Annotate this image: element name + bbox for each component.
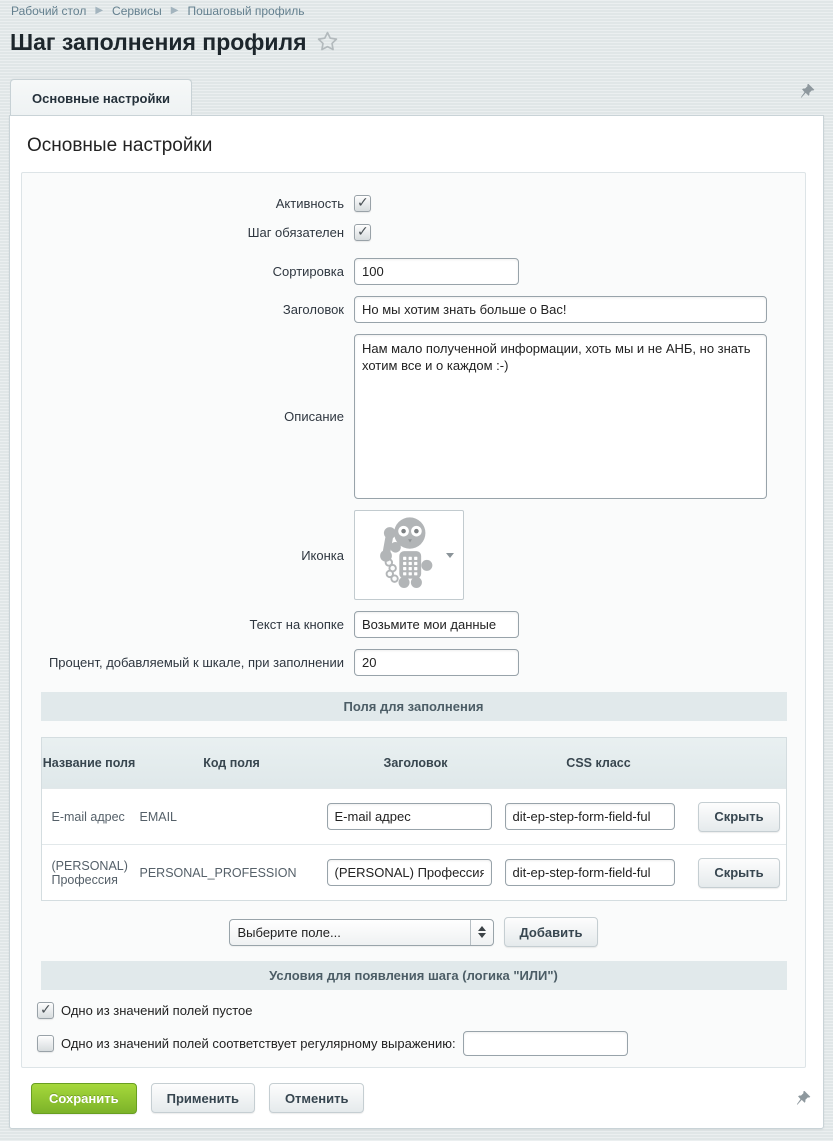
activity-checkbox[interactable] (354, 195, 371, 212)
step-required-checkbox[interactable] (354, 224, 371, 241)
column-header-name: Название поля (42, 756, 136, 770)
condition-regex-row (37, 1031, 805, 1056)
breadcrumb-link-step-profile[interactable]: Пошаговый профиль (187, 4, 305, 18)
table-row-email (42, 788, 786, 844)
save-button[interactable]: Сохранить (31, 1083, 137, 1114)
field-code-cell: PERSONAL_PROFESSION (139, 865, 297, 880)
field-select-value: Выберите поле... (237, 924, 341, 940)
sort-label: Сортировка (272, 264, 344, 279)
add-field-button[interactable]: Добавить (504, 917, 599, 947)
title-label: Заголовок (282, 302, 344, 317)
content-panel (9, 115, 824, 1129)
breadcrumb-link-services[interactable]: Сервисы (112, 4, 162, 18)
chevron-down-icon (446, 553, 454, 558)
percent-label: Процент, добавляемый к шкале, при заполнении (48, 655, 344, 670)
regex-label: Одно из значений полей соответствует регулярному выражению: (61, 1036, 456, 1051)
field-name-cell: (PERSONAL) Профессия (51, 858, 128, 887)
table-row-profession (42, 844, 786, 900)
breadcrumb-separator-icon: ▶ (95, 5, 104, 16)
fields-table-header (42, 738, 786, 788)
button-text-label: Текст на кнопке (249, 617, 344, 632)
sort-row (22, 258, 805, 285)
step-required-label: Шаг обязателен (247, 225, 344, 240)
field-title-input[interactable] (327, 859, 492, 886)
favorite-star-icon[interactable] (317, 30, 338, 57)
form-heading: Основные настройки (27, 135, 213, 156)
field-name-cell: E-mail адрес (51, 809, 125, 824)
column-header-code: Код поля (203, 756, 260, 770)
page-title-text: Шаг заполнения профиля (10, 29, 307, 55)
sort-input[interactable] (354, 258, 519, 285)
field-title-input[interactable] (327, 803, 492, 830)
breadcrumb (11, 4, 305, 18)
conditions-section-heading: Условия для появления шага (логика "ИЛИ") (41, 961, 787, 990)
fields-table (41, 737, 787, 901)
activity-row (22, 189, 805, 218)
title-row (22, 296, 805, 323)
column-header-title: Заголовок (383, 756, 448, 770)
step-required-row (22, 218, 805, 247)
cancel-button[interactable]: Отменить (269, 1083, 365, 1113)
pin-settings-icon-bottom[interactable] (795, 1091, 812, 1113)
hide-field-button[interactable]: Скрыть (698, 858, 779, 888)
empty-value-checkbox[interactable] (37, 1002, 54, 1019)
column-header-css: CSS класс (566, 756, 631, 770)
button-text-row (22, 611, 805, 638)
field-code-cell: EMAIL (139, 809, 178, 824)
empty-value-label: Одно из значений полей пустое (61, 1003, 253, 1018)
footer-buttons (31, 1083, 364, 1114)
select-arrows-icon (471, 926, 493, 938)
add-field-row (22, 917, 805, 947)
title-input[interactable] (354, 296, 767, 323)
description-textarea[interactable] (354, 334, 767, 499)
robot-phone-icon (367, 513, 443, 598)
button-text-input[interactable] (354, 611, 519, 638)
breadcrumb-separator-icon: ▶ (170, 5, 179, 16)
field-css-class-input[interactable] (505, 803, 675, 830)
pin-settings-icon[interactable] (799, 84, 816, 106)
field-css-class-input[interactable] (505, 859, 675, 886)
activity-label: Активность (275, 196, 344, 211)
apply-button[interactable]: Применить (151, 1083, 255, 1113)
description-label: Описание (284, 409, 344, 424)
regex-input[interactable] (463, 1031, 628, 1056)
description-row (22, 334, 805, 499)
icon-label: Иконка (301, 547, 344, 563)
settings-form (21, 172, 806, 1068)
page-title (10, 28, 338, 57)
icon-select-dropdown[interactable] (354, 510, 464, 600)
regex-checkbox[interactable] (37, 1035, 54, 1052)
condition-empty-row (37, 1002, 805, 1019)
tab-main-settings[interactable]: Основные настройки (10, 79, 192, 116)
percent-row (22, 649, 805, 676)
breadcrumb-link-desktop[interactable]: Рабочий стол (11, 4, 87, 18)
percent-input[interactable] (354, 649, 519, 676)
fields-section-heading: Поля для заполнения (41, 692, 787, 721)
icon-row (22, 510, 805, 600)
hide-field-button[interactable]: Скрыть (698, 802, 779, 832)
field-select[interactable] (229, 919, 494, 946)
